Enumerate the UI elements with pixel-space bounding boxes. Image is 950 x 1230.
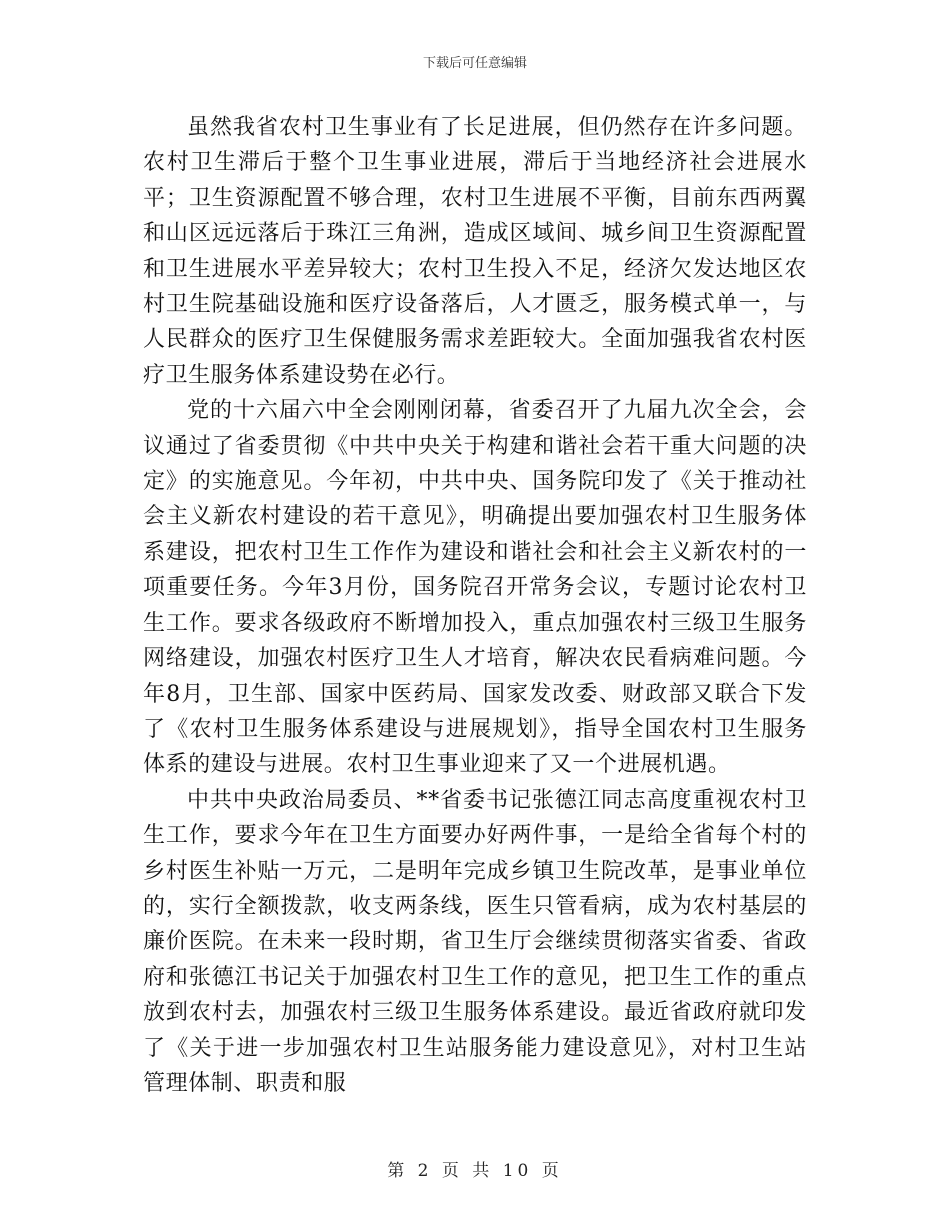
document-body bbox=[143, 110, 807, 1101]
paragraph-3: 中共中央政治局委员、**省委书记张德江同志高度重视农村卫生工作，要求今年在卫生方面要办好两件事，一是给全省每个村的乡村医生补贴一万元，二是明年完成乡镇卫生院改革，是事业单位的，实行全额拨款，收支两条线，医生只管看病，成为农村基层的廉价医院。在未来一段时期，省卫生厅会继续贯彻落实省委、省政府和张德江书记关于加强农村卫生工作的意见，把卫生工作的重点放到农村去，加强农村三级卫生服务体系建设。最近省政府就印发了《关于进一步加强农村卫生站服务能力建设意见》，对村卫生站管理体制、职责和服 bbox=[143, 787, 807, 1096]
page-header: 下载后可任意编辑 bbox=[422, 56, 527, 71]
paragraph-1: 虽然我省农村卫生事业有了长足进展，但仍然存在许多问题。农村卫生滞后于整个卫生事业进展，滞后于当地经济社会进展水平；卫生资源配置不够合理，农村卫生进展不平衡，目前东西两翼和山区远远落后于珠江三角洲，造成区域间、城乡间卫生资源配置和卫生进展水平差异较大；农村卫生投入不足，经济欠发达地区农村卫生院基础设施和医疗设备落后，人才匮乏，服务模式单一，与人民群众的医疗卫生保健服务需求差距较大。全面加强我省农村医疗卫生服务体系建设势在必行。 bbox=[143, 115, 807, 388]
paragraph-2: 党的十六届六中全会刚刚闭幕，省委召开了九届九次全会，会议通过了省委贯彻《中共中央关于构建和谐社会若干重大问题的决定》的实施意见。今年初，中共中央、国务院印发了《关于推动社会主义新农村建设的若干意见》，明确提出要加强农村卫生服务体系建设，把农村卫生工作作为建设和谐社会和社会主义新农村的一项重要任务。今年3月份，国务院召开常务会议，专题讨论农村卫生工作。要求各级政府不断增加投入，重点加强农村三级卫生服务网络建设，加强农村医疗卫生人才培育，解决农民看病难问题。今年8月，卫生部、国家中医药局、国家发改委、财政部又联合下发了《农村卫生服务体系建设与进展规划》，指导全国农村卫生服务体系的建设与进展。农村卫生事业迎来了又一个进展机遇。 bbox=[143, 398, 807, 778]
page-number-footer: 第 2 页 共 10 页 bbox=[387, 1161, 563, 1181]
